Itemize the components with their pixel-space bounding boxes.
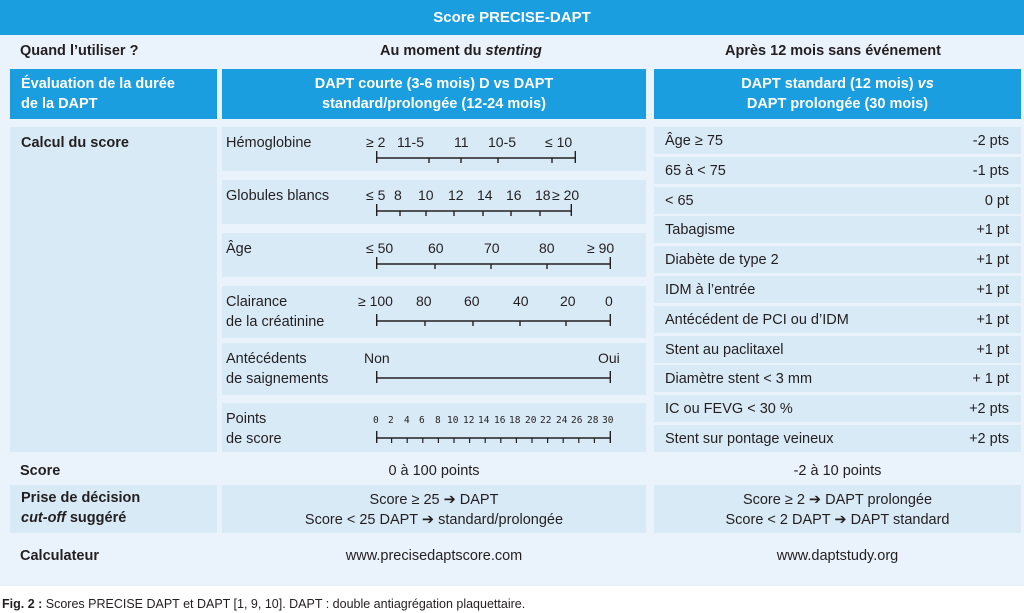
dapt-item-label: Tabagisme xyxy=(665,221,736,238)
caption-text: Scores PRECISE DAPT et DAPT [1, 9, 10]. DAPT : double antiagrégation plaquettaire. xyxy=(42,597,526,611)
scale-tick: ≥ 20 xyxy=(552,187,580,203)
decision-col1-line1: Score ≥ 25 ➔ DAPT xyxy=(369,492,499,508)
calculator-link-dapt[interactable]: www.daptstudy.org xyxy=(776,548,899,564)
calcul-label-cell xyxy=(10,127,217,452)
scale-axis-clairance xyxy=(376,314,612,328)
scale-tick: 22 xyxy=(540,415,552,426)
scale-age xyxy=(222,233,646,277)
score-col2: -2 à 10 points xyxy=(793,463,882,479)
evaluation-col2-line1-em: vs xyxy=(917,76,934,92)
evaluation-col1-line1: DAPT courte (3-6 mois) D vs DAPT xyxy=(314,76,554,92)
table-title: Score PRECISE-DAPT xyxy=(0,0,1024,35)
decision-col1-line2: Score < 25 DAPT ➔ standard/prolongée xyxy=(304,512,564,528)
dapt-item-points: -2 pts xyxy=(972,132,1009,149)
scale-tick: 10 xyxy=(418,187,434,203)
scale-tick: 18 xyxy=(509,415,521,426)
dapt-item xyxy=(654,187,1021,214)
scale-axis-saignements xyxy=(376,371,612,385)
dapt-item-label: Âge ≥ 75 xyxy=(665,132,723,149)
decision-col2-line2: Score < 2 DAPT ➔ DAPT standard xyxy=(725,512,950,528)
scale-label-age: Âge xyxy=(226,241,252,257)
scale-tick: 26 xyxy=(571,415,583,426)
scale-axis-age xyxy=(376,257,612,271)
dapt-item-label: Antécédent de PCI ou d’IDM xyxy=(665,311,849,328)
dapt-item-points: +1 pt xyxy=(976,341,1009,358)
dapt-item-points: +2 pts xyxy=(969,400,1009,417)
scale-tick: 20 xyxy=(525,415,537,426)
scale-tick: 14 xyxy=(477,187,493,203)
dapt-item-points: + 1 pt xyxy=(972,370,1009,387)
dapt-item xyxy=(654,157,1021,184)
dapt-item xyxy=(654,395,1021,422)
scale-tick: 10-5 xyxy=(488,134,517,150)
scale-tick: ≥ 90 xyxy=(587,240,615,256)
col1-header-text: Au moment du xyxy=(380,43,486,59)
decision-label-line2 xyxy=(21,510,126,526)
decision-col2-line1: Score ≥ 2 ➔ DAPT prolongée xyxy=(742,492,933,508)
scale-tick: ≤ 10 xyxy=(545,134,573,150)
scale-tick: 20 xyxy=(560,293,576,309)
scale-clairance xyxy=(222,286,646,338)
scale-tick: ≥ 2 xyxy=(366,134,386,150)
scale-tick: 16 xyxy=(506,187,522,203)
scale-tick: Non xyxy=(364,350,390,366)
scale-saignements xyxy=(222,343,646,395)
decision-label-rest: suggéré xyxy=(65,510,127,526)
scale-tick: 70 xyxy=(484,240,500,256)
decision-col2 xyxy=(654,485,1021,533)
scale-tick: ≤ 5 xyxy=(366,187,386,203)
scale-tick: 80 xyxy=(416,293,432,309)
scale-tick: ≤ 50 xyxy=(366,240,394,256)
scale-tick: 40 xyxy=(513,293,529,309)
dapt-item-label: IC ou FEVG < 30 % xyxy=(665,400,793,417)
scale-tick: 30 xyxy=(602,415,614,426)
decision-label-em: cut-off xyxy=(21,510,66,526)
evaluation-col1-line2: standard/prolongée (12-24 mois) xyxy=(322,96,546,112)
scale-axis-points xyxy=(376,431,612,445)
figure-caption xyxy=(2,597,525,611)
scale-tick: 10 xyxy=(447,415,459,426)
scale-tick: 14 xyxy=(478,415,490,426)
scale-axis-hemoglobine xyxy=(376,151,576,165)
dapt-item xyxy=(654,246,1021,273)
scale-tick: 2 xyxy=(388,415,394,426)
scale-tick: 16 xyxy=(494,415,506,426)
scale-tick: 6 xyxy=(419,415,425,426)
dapt-item-points: -1 pts xyxy=(972,162,1009,179)
scale-label-clairance-1: Clairance xyxy=(226,294,288,310)
dapt-item xyxy=(654,306,1021,333)
decision-label-cell xyxy=(10,485,217,533)
col1-header-em: stenting xyxy=(485,43,542,59)
dapt-item-points: +2 pts xyxy=(969,430,1009,447)
dapt-item xyxy=(654,276,1021,303)
scale-tick: 12 xyxy=(448,187,464,203)
dapt-item xyxy=(654,365,1021,392)
scale-tick: 0 xyxy=(373,415,379,426)
decision-label-line1: Prise de décision xyxy=(21,490,141,506)
dapt-item xyxy=(654,425,1021,452)
dapt-item-label: IDM à l’entrée xyxy=(665,281,756,298)
scale-label-globules: Globules blancs xyxy=(226,188,330,204)
when-label: Quand l’utiliser ? xyxy=(20,43,139,59)
scale-axis-globules xyxy=(376,204,576,218)
dapt-item xyxy=(654,127,1021,154)
scale-tick: 12 xyxy=(463,415,475,426)
scale-hemoglobine xyxy=(222,127,646,171)
scale-tick: 60 xyxy=(428,240,444,256)
scale-tick: 28 xyxy=(587,415,599,426)
dapt-item xyxy=(654,216,1021,243)
scale-tick: 0 xyxy=(605,293,613,309)
scale-label-points-2: de score xyxy=(226,431,282,447)
dapt-item-label: Diabète de type 2 xyxy=(665,251,779,268)
dapt-item-label: 65 à < 75 xyxy=(665,162,726,179)
scale-tick: 18 xyxy=(535,187,551,203)
scale-tick: 8 xyxy=(394,187,402,203)
scale-points xyxy=(222,403,646,452)
caption-prefix: Fig. 2 : xyxy=(2,597,43,611)
scale-tick: Oui xyxy=(598,350,620,366)
scale-tick: 11 xyxy=(454,134,469,150)
col2-header: Après 12 mois sans événement xyxy=(725,43,941,59)
dapt-item-points: +1 pt xyxy=(976,221,1009,238)
dapt-item-points: +1 pt xyxy=(976,281,1009,298)
scale-label-clairance-2: de la créatinine xyxy=(226,314,325,330)
scale-tick: 4 xyxy=(404,415,410,426)
dapt-item-label: Stent au paclitaxel xyxy=(665,341,784,358)
evaluation-label-line1: Évaluation de la durée xyxy=(21,76,175,92)
scale-label-points-1: Points xyxy=(226,411,267,427)
scale-tick: ≥ 100 xyxy=(358,293,393,309)
scale-tick: 24 xyxy=(556,415,568,426)
evaluation-label xyxy=(10,69,217,119)
calculator-label: Calculateur xyxy=(20,548,99,564)
scale-label-saignements-1: Antécédents xyxy=(226,351,307,367)
scale-label-saignements-2: de saignements xyxy=(226,371,329,387)
scale-tick: 8 xyxy=(435,415,441,426)
dapt-item-label: Stent sur pontage veineux xyxy=(665,430,834,447)
dapt-item-points: +1 pt xyxy=(976,311,1009,328)
scale-label-hemoglobine: Hémoglobine xyxy=(226,135,312,151)
calcul-label: Calcul du score xyxy=(21,135,129,151)
scale-globules xyxy=(222,180,646,224)
decision-col1 xyxy=(222,485,646,533)
dapt-item-points: +1 pt xyxy=(976,251,1009,268)
dapt-item-label: < 65 xyxy=(665,192,694,209)
calculator-link-precise[interactable]: www.precisedaptscore.com xyxy=(345,548,523,564)
evaluation-col1 xyxy=(222,69,646,119)
dapt-item-label: Diamètre stent < 3 mm xyxy=(665,370,813,387)
scale-tick: 60 xyxy=(464,293,480,309)
dapt-item xyxy=(654,336,1021,363)
score-label: Score xyxy=(20,463,61,479)
evaluation-col2-line1 xyxy=(654,74,1021,94)
evaluation-col2-line1-text: DAPT standard (12 mois) xyxy=(741,76,918,92)
evaluation-col2-line2: DAPT prolongée (30 mois) xyxy=(746,96,929,112)
evaluation-col2 xyxy=(654,69,1021,119)
scale-tick: 80 xyxy=(539,240,555,256)
col1-header xyxy=(380,43,542,59)
dapt-item-points: 0 pt xyxy=(984,192,1009,209)
score-col1: 0 à 100 points xyxy=(388,463,480,479)
evaluation-label-line2: de la DAPT xyxy=(21,96,98,112)
scale-tick: 11-5 xyxy=(397,134,424,150)
